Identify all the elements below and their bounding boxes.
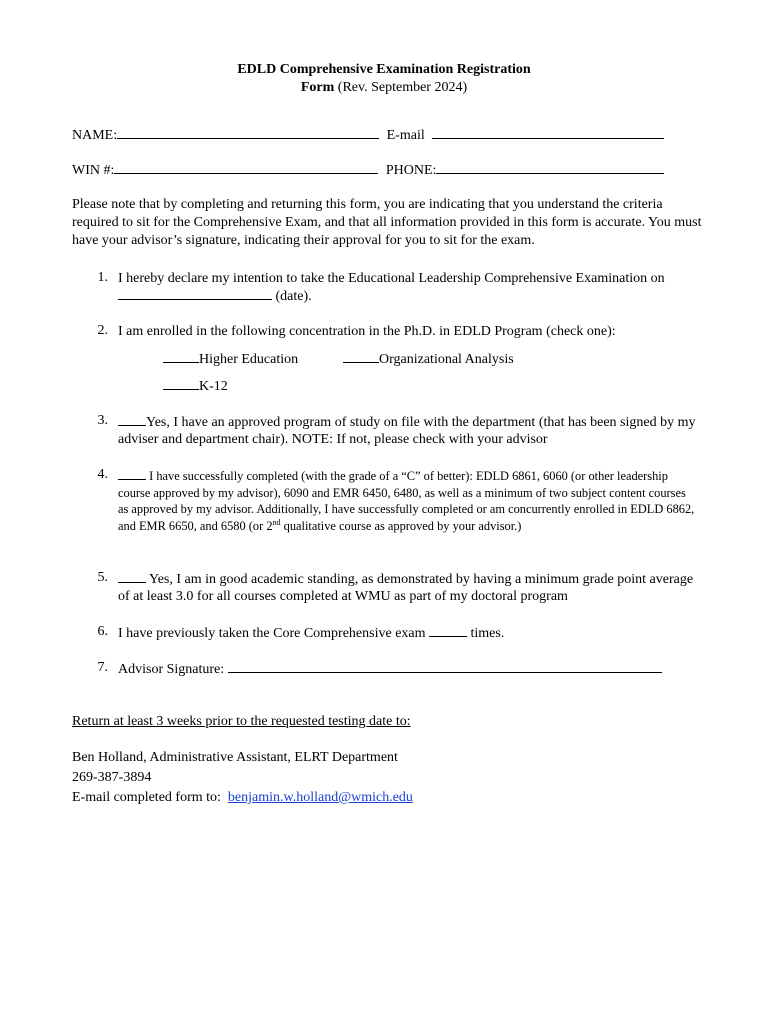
- item-5: [118, 570, 698, 605]
- phone-label: PHONE:: [385, 163, 437, 178]
- higher-education-label: Higher Education: [199, 352, 299, 367]
- item-1-number: 1.: [97, 270, 108, 285]
- advisor-signature-field[interactable]: [228, 660, 662, 673]
- item-2-text: I am enrolled in the following concentration in the Ph.D. in EDLD Program (check one):: [118, 324, 616, 339]
- item-6-text-end: times.: [467, 626, 505, 641]
- item-7-number: 7.: [97, 660, 108, 675]
- item-5-text: Yes, I am in good academic standing, as demonstrated by having a minimum grade point average of at least 3.0 for all courses completed at WMU as part of my doctoral program: [118, 572, 694, 604]
- item-4-number: 4.: [97, 467, 108, 482]
- intro-paragraph: Please note that by completing and returning this form, you are indicating that you understand the criteria required to sit for the Comprehensive Exam, and that all information provided in this form is accurate. You must have your advisor’s signature, indicating their approval for you to sit for the exam.: [72, 197, 702, 248]
- item-6-number: 6.: [97, 624, 108, 639]
- item-5-checkbox[interactable]: [118, 570, 146, 583]
- item-7-label: Advisor Signature:: [118, 662, 228, 677]
- item-1-date-label: (date).: [272, 289, 312, 304]
- item-7: [118, 660, 698, 678]
- item-3-text: Yes, I have an approved program of study on file with the department (that has been signed by my adviser and department chair). NOTE: If not, please check with your advisor: [118, 415, 696, 447]
- item-3-number: 3.: [97, 413, 108, 428]
- item-4-text-end: qualitative course as approved by your advisor.): [280, 518, 522, 533]
- form-subtitle: [0, 80, 768, 96]
- win-field[interactable]: [114, 161, 378, 174]
- item-4-text: I have successfully completed (with the grade of a “C” of better): EDLD 6861, 6060 (or other leadership course approved by my advisor), 6090 and EMR 6450, 6480, as well as a minimum of two subject content courses as approved by my advisor. Additionally, I have successfully completed or am concurrently enrolled in EDLD 6862, and EMR 6650, and 6580 (or 2: [118, 469, 695, 533]
- item-4-checkbox[interactable]: [118, 467, 146, 480]
- item-5-number: 5.: [97, 570, 108, 585]
- item-1: [118, 270, 698, 305]
- item-3-checkbox[interactable]: [118, 413, 146, 426]
- item-1-text: I hereby declare my intention to take the Educational Leadership Comprehensive Examination on: [118, 271, 665, 286]
- phone-field[interactable]: [436, 161, 664, 174]
- k12-checkbox[interactable]: [163, 377, 199, 390]
- organizational-analysis-label: Organizational Analysis: [379, 352, 514, 367]
- name-field[interactable]: [117, 126, 379, 139]
- higher-education-checkbox[interactable]: [163, 350, 199, 363]
- win-row: [72, 161, 664, 179]
- contact-phone: 269-387-3894: [72, 770, 152, 785]
- item-3: [118, 413, 698, 448]
- form-word: Form: [300, 80, 335, 95]
- email-field[interactable]: [432, 126, 664, 139]
- name-row: [72, 126, 664, 144]
- option-higher-education: [163, 350, 298, 368]
- form-title: EDLD Comprehensive Examination Registration: [237, 62, 531, 77]
- item-6-text: I have previously taken the Core Comprehensive exam: [118, 626, 430, 641]
- k12-label: K-12: [199, 379, 228, 394]
- return-note: Return at least 3 weeks prior to the requested testing date to:: [72, 714, 411, 729]
- item-2-number: 2.: [97, 323, 108, 338]
- item-4: [118, 467, 698, 534]
- email-row: [72, 790, 413, 806]
- option-organizational-analysis: [343, 350, 514, 368]
- form-revision: (Rev. September 2024): [334, 80, 468, 95]
- email-label: E-mail: [386, 128, 425, 143]
- contact-name: Ben Holland, Administrative Assistant, ELRT Department: [72, 750, 398, 765]
- email-instruction: E-mail completed form to:: [72, 790, 228, 805]
- exam-date-field[interactable]: [118, 287, 272, 300]
- option-k12: [163, 377, 228, 395]
- contact-email-link[interactable]: benjamin.w.holland@wmich.edu: [227, 790, 413, 805]
- item-4-superscript: nd: [272, 517, 281, 527]
- name-label: NAME:: [72, 128, 118, 143]
- win-label: WIN #:: [72, 163, 115, 178]
- times-taken-field[interactable]: [429, 624, 467, 637]
- item-6: [118, 624, 698, 642]
- organizational-analysis-checkbox[interactable]: [343, 350, 379, 363]
